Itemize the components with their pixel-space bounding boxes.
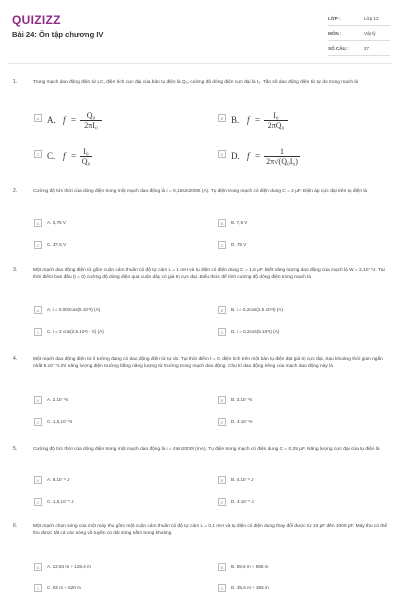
option-text: B. 4.10⁻⁶ J: [231, 477, 254, 482]
meta-value: 27: [364, 46, 370, 51]
question-number: 6.: [13, 523, 18, 529]
question-text: Một mạch chọn sóng của một máy thu gồm một cuộn cảm thuần có độ tự cảm L = 0,1 mH và tụ điện có điện dung thay đổi được từ 10 pF đến 1000 pF. Máy thu có thể thu được tất cả các sóng vô tuyến có dải sóng nằm trong khoảng: [33, 524, 388, 537]
option-text: B. 59,6 m ÷ 596 m: [231, 564, 269, 569]
question-text: Cường độ tức thời của dòng điện trong một mạch dao động là i = 0,15sin2000t (A). Tụ điện trong mạch có điện dung C = 2 μF. Điện áp cực đại trên tụ điện là: [33, 189, 368, 194]
meta-value: Lớp 12: [364, 16, 379, 21]
formula-denominator: 2πI₀: [84, 121, 98, 130]
option-text: C. i = 2 cos(2,5.10⁴t - π) (A): [47, 329, 104, 334]
option-letter-box[interactable]: C: [34, 150, 42, 158]
option-letter-box[interactable]: D: [218, 584, 226, 592]
option-text: B. 3.10⁻⁶s: [231, 397, 253, 402]
header-divider: [8, 63, 392, 64]
option-text: D. 35,5 m ÷ 355 m: [231, 585, 269, 590]
option-text: C. 1,6.10⁻⁵ J: [47, 499, 74, 504]
question-number: 5.: [13, 446, 18, 452]
meta-subject: [328, 31, 390, 36]
option-letter-box[interactable]: C: [34, 328, 42, 336]
formula-denominator: 2πQ₀: [267, 121, 285, 130]
option-letter-box[interactable]: C: [34, 241, 42, 249]
formula-numerator: I₀: [83, 147, 89, 156]
formula-var: f: [247, 115, 250, 125]
option-label: A.: [47, 115, 56, 125]
question-text: Trong mạch dao động điện từ LC, điện tích cực đại của bản tụ điện là Q₀, cường độ dòng điện cực đại là I₀. Tần số dao động điện từ tự do trong mạch là: [33, 80, 359, 85]
option-letter-box[interactable]: B: [218, 219, 226, 227]
worksheet-page: QUIZIZZ Bài 24: Ôn tập chương IV LỚP : Lớp 12 MÔN : Vật lý SỐ CÂU : 27 1. Trong mạch dao động điện từ LC, điện tích cực đại của bản tụ điện là Q₀, cường độ dòng điện cực đại là I₀. Tần số dao động điện từ tự do trong mạch là A A. f = Q₀ 2πI₀ B B. f = I₀ 2πQ₀ C C. f = I₀ Q₀ D D. f = 1 2π√(Q₀I₀) 2. Cường độ tức thời của dòng điện trong một mạch dao động là i = 0,15sin2000t (A). Tụ điện trong mạch có điện dung C = 2 μF. Điện áp cực đại trên tụ điện là A A. 3,75 V B B. 7,5 V C C. 37,5 V D D. 75 V 3. Một mạch dao động điện từ gồm cuộn cảm thuần có độ tự cảm L = 1 mH và tụ điện có điện dung C = 1,6 μF. Biết năng lượng dao động của mạch là W = 2.10⁻⁵J. Tại thời điểm ban đầu (t = 0) cường độ dòng điện qua cuộn dây có giá trị cực đại. Biểu thức để tính cường độ dòng điện trong mạch là A A. i = 0,002cos(5.10⁴t) (A) B B. i = 0,2cos(2,5.10⁴t) (A) C C. i = 2 cos(2,5.10⁴t - π) (A) D D. i = 0,2cos(5.10⁴t) (A) 4. Một mạch dao động điện từ lí tưởng đang có dao động điện từ tự do. Tại thời điểm t = 0, điện tích trên một bản tụ điện đạt giá trị cực đại. Sau khoảng thời gian ngắn nhất 5.10⁻⁷s thì năng lượng điện trường bằng năng lượng từ trường trong mạch dao động. Chu kì dao động riêng của mạch dao động này là A A. 2.10⁻⁶s B B. 3.10⁻⁶s C C. 1,5.10⁻⁶s D D. 4.10⁻⁶s 5. Cường độ tức thời của dòng điện trong một mạch dao động là i = 4sin2000t (mA). Tụ điện trong mạch có điện dung C = 0,25 μF. Năng lượng cực đại của tụ điện là A A. 8.10⁻⁶ J B B. 4.10⁻⁶ J C C. 1,6.10⁻⁵ J D D. 4.10⁻⁵ J 6. Một mạch chọn sóng của một máy thu gồm một cuộn cảm thuần có độ tự cảm L = 0,1 mH và tụ điện có điện dung thay đổi được từ 10 pF đến 1000 pF. Máy thu có thể thu được tất cả các sóng vô tuyến có dải sóng nằm trong khoảng A A. 12,84 m ÷ 128,4 m B B. 59,6 m ÷ 596 m C C. 62 m ÷ 620 m D D. 35,5 m ÷ 355 m: [0, 0, 400, 600]
option-letter-box[interactable]: D: [218, 241, 226, 249]
option-letter-box[interactable]: D: [218, 328, 226, 336]
worksheet-header: [0, 0, 400, 62]
option-letter-box[interactable]: A: [34, 563, 42, 571]
formula-denominator: 2π√(Q₀I₀): [266, 157, 298, 166]
option-letter-box[interactable]: A: [34, 219, 42, 227]
question-number: 3.: [13, 267, 18, 273]
meta-divider: [328, 25, 390, 26]
option-label: B.: [231, 115, 240, 125]
option-text: D. 75 V: [231, 242, 247, 247]
formula-numerator: Q₀: [86, 111, 96, 120]
option-letter-box[interactable]: D: [218, 418, 226, 426]
option-letter-box[interactable]: D: [218, 150, 226, 158]
option-letter-box[interactable]: B: [218, 563, 226, 571]
meta-divider: [328, 40, 390, 41]
meta-value: Vật lý: [364, 31, 376, 36]
formula-numerator: 1: [280, 147, 284, 156]
option-label: C.: [47, 151, 56, 161]
option-text: D. 4.10⁻⁶s: [231, 419, 253, 424]
formula-var: f: [63, 115, 66, 125]
option-text: C. 1,5.10⁻⁶s: [47, 419, 73, 424]
question-number: 1.: [13, 79, 18, 85]
meta-class: [328, 16, 390, 21]
formula-denominator: Q₀: [81, 157, 91, 166]
option-letter-box[interactable]: A: [34, 396, 42, 404]
formula-var: f: [247, 151, 250, 161]
question-text: Cường độ tức thời của dòng điện trong một mạch dao động là i = 4sin2000t (mA). Tụ điện trong mạch có điện dung C = 0,25 μF. Năng lượng cực đại của tụ điện là: [33, 447, 380, 452]
option-letter-box[interactable]: B: [218, 476, 226, 484]
option-letter-box[interactable]: B: [218, 114, 226, 122]
quizizz-logo: QUIZIZZ: [12, 13, 61, 27]
option-label: D.: [231, 151, 240, 161]
meta-key: SỐ CÂU :: [328, 46, 349, 51]
option-text: C. 37,5 V: [47, 242, 67, 247]
option-text: D. 4.10⁻⁵ J: [231, 499, 254, 504]
option-text: B. i = 0,2cos(2,5.10⁴t) (A): [231, 307, 283, 312]
meta-count: [328, 46, 390, 51]
option-text: A. i = 0,002cos(5.10⁴t) (A): [47, 307, 101, 312]
option-letter-box[interactable]: C: [34, 584, 42, 592]
question-text: Một mạch dao động điện từ gồm cuộn cảm thuần có độ tự cảm L = 1 mH và tụ điện có điện dung C = 1,6 μF. Biết năng lượng dao động của mạch là W = 2.10⁻⁵J. Tại thời điểm ban đầu (t = 0) cường độ dòng điện qua cuộn dây có giá trị cực đại. Biểu thức để tính cường độ dòng điện trong mạch là: [33, 268, 385, 281]
question-number: 2.: [13, 188, 18, 194]
option-text: D. i = 0,2cos(5.10⁴t) (A): [231, 329, 280, 334]
option-letter-box[interactable]: A: [34, 306, 42, 314]
option-letter-box[interactable]: D: [218, 498, 226, 506]
option-letter-box[interactable]: A: [34, 114, 42, 122]
formula-var: f: [63, 151, 66, 161]
formula-numerator: I₀: [273, 111, 279, 120]
option-text: A. 12,84 m ÷ 128,4 m: [47, 564, 91, 569]
option-text: A. 3,75 V: [47, 220, 66, 225]
question-text: Một mạch dao động điện từ lí tưởng đang có dao động điện từ tự do. Tại thời điểm t = 0, điện tích trên một bản tụ điện đạt giá trị cực đại. Sau khoảng thời gian ngắn nhất 5.10⁻⁷s thì năng lượng điện trường bằng năng lượng từ trường trong mạch dao động. Chu kì dao động riêng của mạch dao động này là: [33, 357, 383, 370]
meta-key: MÔN :: [328, 31, 342, 36]
option-letter-box[interactable]: B: [218, 306, 226, 314]
option-letter-box[interactable]: A: [34, 476, 42, 484]
option-text: A. 8.10⁻⁶ J: [47, 477, 70, 482]
page-title: Bài 24: Ôn tập chương IV: [12, 30, 104, 39]
option-text: A. 2.10⁻⁶s: [47, 397, 69, 402]
option-letter-box[interactable]: B: [218, 396, 226, 404]
option-text: C. 62 m ÷ 620 m: [47, 585, 81, 590]
option-letter-box[interactable]: C: [34, 418, 42, 426]
meta-divider: [328, 55, 390, 56]
meta-key: LỚP :: [328, 16, 341, 21]
option-letter-box[interactable]: C: [34, 498, 42, 506]
option-text: B. 7,5 V: [231, 220, 248, 225]
question-number: 4.: [13, 356, 18, 362]
